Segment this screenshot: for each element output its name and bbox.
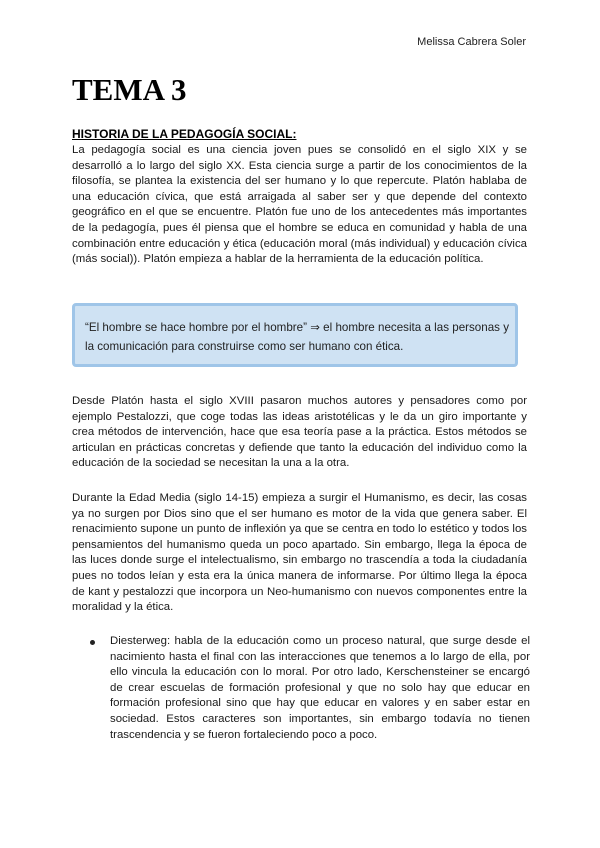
bullet-list (90, 634, 530, 743)
quote-box (72, 303, 518, 367)
author-name: Melissa Cabrera Soler (417, 36, 526, 48)
section-heading: HISTORIA DE LA PEDAGOGÍA SOCIAL: (72, 127, 297, 141)
paragraph-intro: La pedagogía social es una ciencia joven pues se consolidó en el siglo XIX y se desarrolló a lo largo del siglo XX. Esta ciencia surge a partir de los conocimientos de la filosofía, se plantea la existencia del ser humano y lo que repercute. Platón hablaba de una educación cívica, que está arraigada al saber ser y que depende del contexto geográfico en el que se encuentre. Platón fue uno de los antecedentes más importantes de la pedagogía, pues él piensa que el hombre se educa en comunidad y habla de una combinación entre educación y ética (educación moral (más individual) y educación cívica (más social)). Platón empieza a hablar de la herramienta de la educación política. (72, 144, 527, 266)
page-title: TEMA 3 (72, 72, 187, 107)
bullet-text: Diesterweg: habla de la educación como un proceso natural, que surge desde el nacimiento hasta el final con las interacciones que tenemos a lo largo de ella, por ello vincula la educación con lo moral. Por otro lado, Kerschensteiner se encargó de crear escuelas de formación profesional y que no solo hay que educar en formación profesional sino que hay que educar en valores y en saber estar en sociedad. Estos caracteres son importantes, sin embargo todavía no tienen trascendencia y se fueron fortaleciendo poco a poco. (110, 635, 530, 741)
paragraph-humanismo: Durante la Edad Media (siglo 14-15) empieza a surgir el Humanismo, es decir, las cosas ya no surgen por Dios sino que el ser humano es motor de la vida que genera saber. El renacimiento supone un punto de inflexión ya que se centra en todo lo estético y todos los pensamientos del humanismo queda un poco apartado. Sin embargo, llega la época de las luces donde surge el intelectualismo, sin embargo no trascendía a toda la ciudadanía pues no todos leían y esta era la única manera de informarse. Por último llega la época de kant y pestalozzi que incorpora un Neo-humanismo con nuevos componentes entre la moralidad y la ética. (72, 492, 527, 614)
bullet-icon (90, 640, 95, 645)
list-item (90, 634, 530, 743)
quote-text: “El hombre se hace hombre por el hombre” ⇒ el hombre necesita a las personas y la comunicación para construirse como ser humano con ética. (85, 321, 509, 353)
paragraph-platon-pestalozzi: Desde Platón hasta el siglo XVIII pasaron muchos autores y pensadores como por ejemplo Pestalozzi, que coge todas las ideas aristotélicas y le da un giro importante y crea métodos de intervención, hace que esa teoría pase a la práctica. Estos métodos se articulan en prácticas concretas y defiende que tanto la educación del individuo como la educación de la sociedad se necesitan la una a la otra. (72, 395, 527, 470)
